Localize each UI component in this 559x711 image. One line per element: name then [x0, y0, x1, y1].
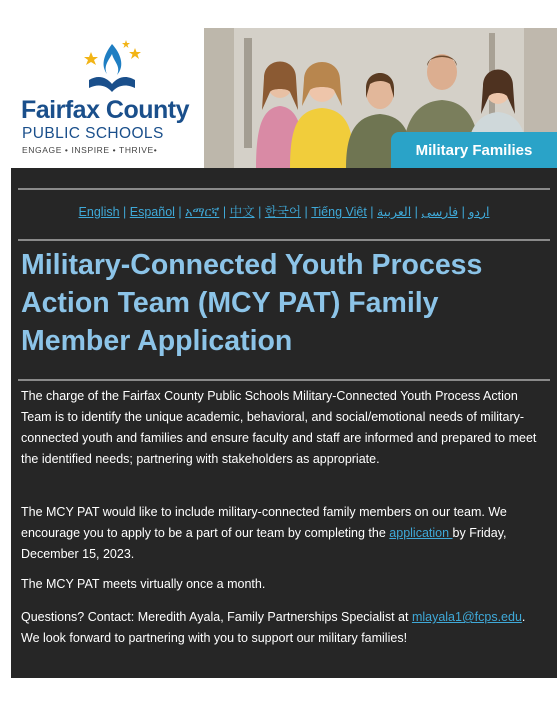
military-families-label: Military Families [391, 132, 557, 168]
application-link[interactable]: application [389, 526, 453, 540]
paragraph-contact [21, 607, 547, 649]
paragraph-invitation [21, 502, 547, 565]
paragraph-meetings: The MCY PAT meets virtually once a month. [21, 577, 266, 591]
paragraph-text: Questions? Contact: Meredith Ayala, Family Partnerships Specialist at [21, 610, 412, 624]
lang-link-english[interactable]: English [78, 205, 120, 219]
email-body [11, 28, 557, 678]
lang-link-spanish[interactable]: Español [129, 205, 175, 219]
paragraph-text: . We look forward to partnering with you to support our military families! [21, 610, 526, 645]
logo-subtitle: PUBLIC SCHOOLS [22, 125, 164, 142]
divider [18, 239, 550, 241]
divider [18, 379, 550, 381]
lang-link-arabic[interactable]: العربية [377, 205, 412, 219]
lang-link-chinese[interactable]: 中文 [229, 205, 255, 219]
contact-email-link[interactable]: mlayala1@fcps.edu [411, 610, 522, 624]
fcps-logo [11, 28, 204, 168]
flame-book-logo-icon [81, 38, 143, 98]
lang-link-farsi[interactable]: فارسی [421, 205, 459, 219]
paragraph-text: The MCY PAT would like to include military-connected family members on our team. We encourage you to apply to be a part of our team by completing the [21, 505, 507, 540]
lang-link-amharic[interactable]: አማርኛ [185, 205, 220, 219]
family-photo [204, 28, 557, 168]
paragraph-charge: The charge of the Fairfax County Public Schools Military-Connected Youth Process Action Team is to identify the unique academic, behavioral, and social/emotional needs of military-connected youth and families and ensure faculty and staff are informed and prepared to meet the identified needs; partnering with stakeholders as appropriate. [21, 389, 537, 466]
logo-name: Fairfax County [21, 96, 190, 124]
page-title: Military-Connected Youth Process Action Team (MCY PAT) Family Member Application [21, 249, 483, 357]
logo-tagline: ENGAGE • INSPIRE • THRIVE• [22, 145, 158, 155]
language-links: English | Español | አማርኛ | 中文 | 한국어 | Tiếng Việt | اردو | فارسی | العربية [78, 205, 490, 219]
header-banner [11, 28, 557, 168]
lang-link-vietnamese[interactable]: Tiếng Việt [311, 205, 367, 219]
lang-link-korean[interactable]: 한국어 [264, 205, 302, 219]
lang-link-urdu[interactable]: اردو [468, 205, 490, 219]
divider [18, 188, 550, 190]
paragraph-text: by Friday, December 15, 2023. [21, 526, 507, 561]
